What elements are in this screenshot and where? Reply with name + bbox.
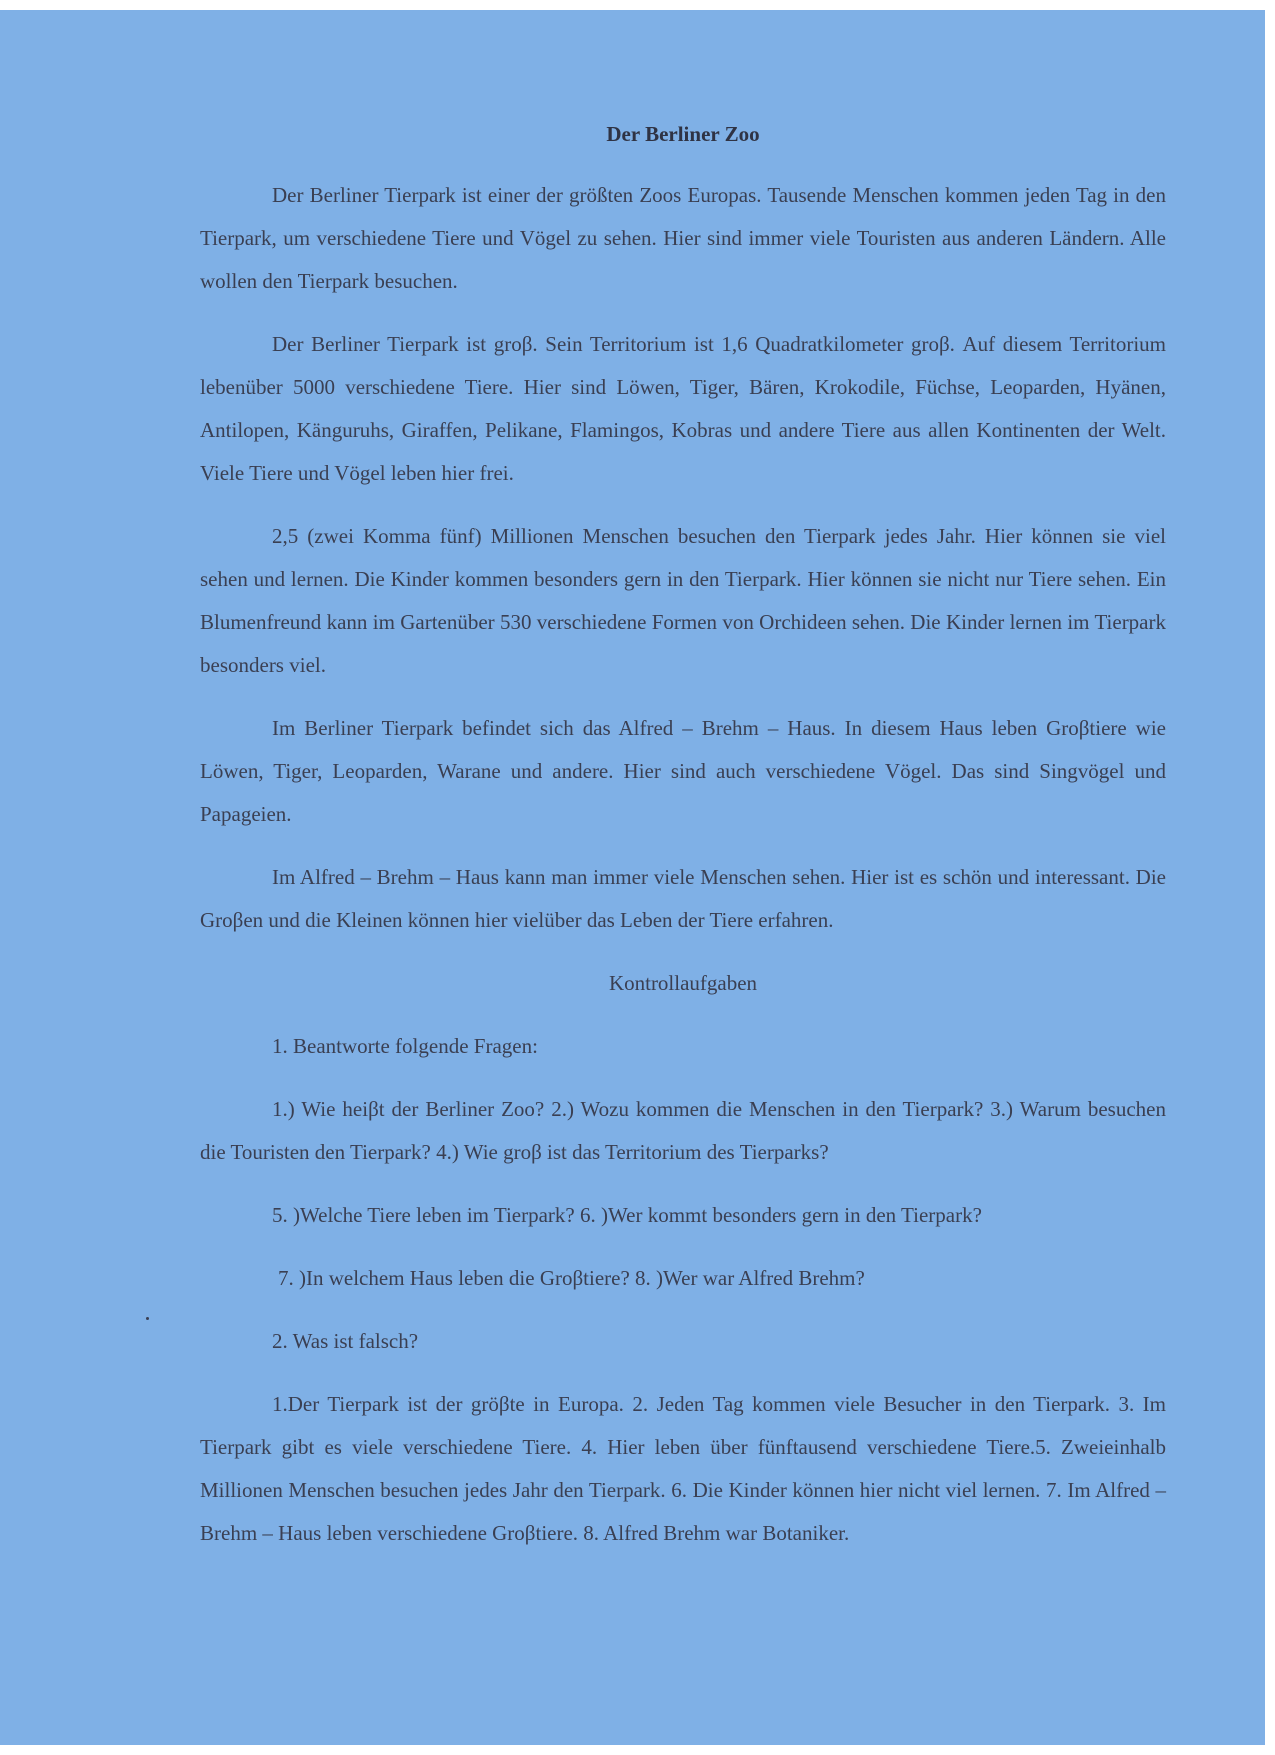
task2-statements: 1.Der Tierpark ist der gröβte in Europa. 2. Jeden Tag kommen viele Besucher in den Tierpark. 3. Im Tierpark gibt es viele verschiedene Tiere. 4. Hier leben über fünftausend verschiedene Tiere.5. Zweieinhalb Millionen Menschen besuchen jedes Jahr den Tierpark. 6. Die Kinder können hier nicht viel lernen. 7. Im Alfred – Brehm – Haus leben verschiedene Groβtiere. 8. Alfred Brehm war Botaniker. xyxy=(200,1392,1166,1545)
paragraph-3: 2,5 (zwei Komma fünf) Millionen Menschen besuchen den Tierpark jedes Jahr. Hier können sie viel sehen und lernen. Die Kinder kommen besonders gern in den Tierpark. Hier können sie nicht nur Tiere sehen. Ein Blumenfreund kann im Gartenüber 530 verschiedene Formen von Orchideen sehen. Die Kinder lernen im Tierpark besonders viel. xyxy=(200,524,1166,677)
paragraph-1: Der Berliner Tierpark ist einer der größten Zoos Europas. Tausende Menschen kommen jeden Tag in den Tierpark, um verschiedene Tiere und Vögel zu sehen. Hier sind immer viele Touristen aus anderen Ländern. Alle wollen den Tierpark besuchen. xyxy=(200,183,1166,293)
stray-dot xyxy=(146,1317,149,1320)
section-title: Kontrollaufgaben xyxy=(608,971,758,995)
document-title: Der Berliner Zoo xyxy=(606,122,760,146)
document-page xyxy=(0,10,1265,1745)
document-content xyxy=(200,120,1166,1575)
paragraph-5: Im Alfred – Brehm – Haus kann man immer viele Menschen sehen. Hier ist es schön und interessant. Die Groβen und die Kleinen können hier vielüber das Leben der Tiere erfahren. xyxy=(200,865,1166,932)
task1-heading: 1. Beantworte folgende Fragen: xyxy=(272,1034,538,1058)
paragraph-2: Der Berliner Tierpark ist groβ. Sein Territorium ist 1,6 Quadratkilometer groβ. Auf diesem Territorium lebenüber 5000 verschiedene Tiere. Hier sind Löwen, Tiger, Bären, Krokodile, Füchse, Leoparden, Hyänen, Antilopen, Känguruhs, Giraffen, Pelikane, Flamingos, Kobras und andere Tiere aus allen Kontinenten der Welt. Viele Tiere und Vögel leben hier frei. xyxy=(200,332,1166,485)
paragraph-4: Im Berliner Tierpark befindet sich das Alfred – Brehm – Haus. In diesem Haus leben Groβtiere wie Löwen, Tiger, Leoparden, Warane und andere. Hier sind auch verschiedene Vögel. Das sind Singvögel und Papageien. xyxy=(200,716,1166,826)
task2-heading: 2. Was ist falsch? xyxy=(272,1329,419,1353)
task1-questions-line2: 5. )Welche Tiere leben im Tierpark? 6. )Wer kommt besonders gern in den Tierpark? xyxy=(272,1203,982,1227)
task1-questions-line3: 7. )In welchem Haus leben die Groβtiere? 8. )Wer war Alfred Brehm? xyxy=(278,1266,865,1290)
task1-questions: 1.) Wie heiβt der Berliner Zoo? 2.) Wozu kommen die Menschen in den Tierpark? 3.) Warum besuchen die Touristen den Tierpark? 4.) Wie groβ ist das Territorium des Tierparks? xyxy=(200,1097,1166,1164)
